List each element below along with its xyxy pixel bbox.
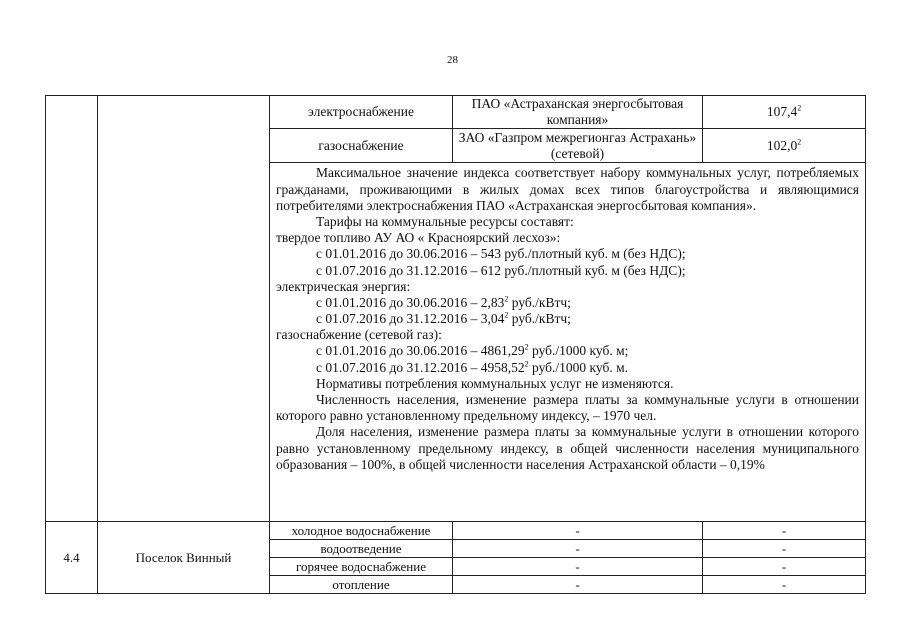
text-paragraph: с 01.07.2016 до 31.12.2016 – 4958,52$^2$ руб./1000 куб. м. — [316, 359, 628, 375]
service-cell: водоотведение — [270, 540, 453, 558]
index-value: 107,4 — [766, 104, 798, 120]
service-cell: холодное водоснабжение — [270, 522, 453, 540]
footnote-mark: 2 — [797, 137, 802, 147]
text-paragraph: Тарифы на коммунальные ресурсы составят: — [316, 213, 574, 229]
row-name-cell — [98, 96, 270, 522]
service-cell: горячее водоснабжение — [270, 558, 453, 576]
text-paragraph: Численность населения, изменение размера платы за коммунальные услуги в отношении которого равно установленному предельному индексу, – 1970 чел. — [276, 392, 859, 424]
text-paragraph: газоснабжение (сетевой газ): — [276, 327, 442, 343]
row-number-cell — [46, 96, 98, 522]
section-number: 4.4 — [46, 522, 98, 594]
text-paragraph: электрическая энергия: — [276, 278, 411, 294]
index-value-cell: - — [703, 522, 866, 540]
text-paragraph: с 01.01.2016 до 30.06.2016 – 2,83$^2$ руб./кВтч; — [316, 294, 571, 310]
service-cell: электроснабжение — [270, 96, 453, 129]
text-paragraph: Максимальное значение индекса соответствует набору коммунальных услуг, потребляемых гражданами, проживающими в жилых домах всех типов благоустройства и являющимися потребителями электроснабжения ПАО «Астраханская энергосбытовая компания». — [276, 165, 859, 213]
index-value-cell — [703, 96, 866, 129]
description-cell — [270, 163, 866, 522]
provider-cell: - — [453, 576, 703, 594]
provider-cell: ПАО «Астраханская энергосбытовая компания» — [453, 96, 703, 129]
provider-cell: ЗАО «Газпром межрегионгаз Астрахань» (сетевой) — [453, 129, 703, 163]
provider-cell: - — [453, 522, 703, 540]
service-cell: газоснабжение — [270, 129, 453, 163]
text-paragraph: твердое топливо АУ АО « Красноярский лесхоз»: — [276, 230, 561, 246]
text-paragraph: Доля населения, изменение размера платы за коммунальные услуги в отношении которого равно установленному предельному индексу, в общей численности населения муниципального образования – 100%, в общей численности населения Астраханской области – 0,19% — [276, 424, 859, 472]
text-paragraph: с 01.07.2016 до 31.12.2016 – 612 руб./плотный куб. м (без НДС); — [316, 262, 686, 278]
footnote-mark: 2 — [797, 103, 802, 113]
index-value-cell: - — [703, 576, 866, 594]
table-row-electricity — [46, 96, 866, 129]
index-value-cell: - — [703, 540, 866, 558]
section-name: Поселок Винный — [98, 522, 270, 594]
tariff-table — [45, 95, 866, 594]
page-number: 28 — [447, 54, 458, 66]
index-value-cell — [703, 129, 866, 163]
text-paragraph: с 01.01.2016 до 30.06.2016 – 543 руб./плотный куб. м (без НДС); — [316, 246, 686, 262]
table-row-service — [46, 522, 866, 540]
text-paragraph: Нормативы потребления коммунальных услуг не изменяются. — [316, 375, 674, 391]
provider-cell: - — [453, 558, 703, 576]
text-paragraph: с 01.07.2016 до 31.12.2016 – 3,04$^2$ руб./кВтч; — [316, 310, 571, 327]
provider-cell: - — [453, 540, 703, 558]
index-value: 102,0 — [766, 137, 798, 153]
service-cell: отопление — [270, 576, 453, 594]
index-value-cell: - — [703, 558, 866, 576]
text-paragraph: с 01.01.2016 до 30.06.2016 – 4861,29$^2$ руб./1000 куб. м; — [316, 342, 629, 359]
